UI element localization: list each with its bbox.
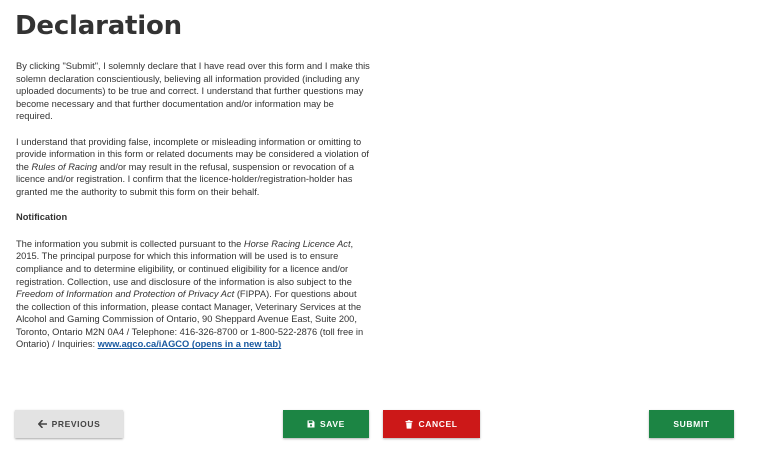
save-button[interactable] xyxy=(283,410,369,438)
notification-paragraph xyxy=(16,238,372,351)
declaration-paragraph-2-text-b: and/or may result in the refusal, suspension or revocation of a licence and/or registration. I confirm that the licence-holder/registration-holder has granted me the authority to submit this form on their behalf. xyxy=(16,161,354,197)
trash-icon xyxy=(405,420,413,429)
fippa-emphasis: Freedom of Information and Protection of Privacy Act xyxy=(16,289,235,300)
notification-heading: Notification xyxy=(16,212,68,223)
notification-text-a: The information you submit is collected pursuant to the xyxy=(16,238,244,249)
notification-text-c: (FIPPA). For questions about the collection of this information, please contact Manager, Veterinary Services at the Alcohol and Gaming Commission of Ontario, 90 Sheppard Avenue East, Suite 200, Toronto, Ontario M2N 0A4 / Telephone: 416-326-8700 or 1-800-522-2876 (toll free in Ontario) / Inquiries: xyxy=(16,289,364,350)
act-name-emphasis: Horse Racing Licence Act xyxy=(243,238,351,249)
page-title: Declaration xyxy=(15,11,182,41)
agco-link-new-tab-note: (opens in a new tab) xyxy=(189,339,282,350)
declaration-content xyxy=(16,60,372,351)
submit-button[interactable] xyxy=(649,410,734,438)
save-button-label: SAVE xyxy=(320,419,345,429)
declaration-paragraph-1: By clicking "Submit", I solemnly declare that I have read over this form and I make this solemn declaration conscientiously, believing all information provided (including any uploaded documents) to be true and correct. I understand that further questions may become necessary and that further documentation and/or information may be required. xyxy=(16,61,370,122)
agco-link-label: www.agco.ca/iAGCO xyxy=(97,339,190,350)
agco-link[interactable] xyxy=(98,339,282,349)
previous-button-label: PREVIOUS xyxy=(51,419,101,429)
previous-button[interactable] xyxy=(15,410,123,438)
notification-text-b: , 2015. The principal purpose for which this information will be used is to ensure compliance and to determine eligibility, or continued eligibility for a licence and/or registration. Collection, use and disclosure of the information is also subject to the xyxy=(16,238,354,287)
floppy-disk-icon xyxy=(307,420,315,428)
declaration-paragraph-2 xyxy=(16,136,372,199)
rules-of-racing-emphasis: Rules of Racing xyxy=(31,161,98,172)
cancel-button-label: CANCEL xyxy=(418,419,458,429)
arrow-left-icon xyxy=(38,420,47,428)
declaration-paragraph-2-text-a: I understand that providing false, incomplete or misleading information or omitting to provide information in this form or related documents may be considered a violation of the xyxy=(16,136,369,172)
cancel-button[interactable] xyxy=(383,410,480,438)
submit-button-label: SUBMIT xyxy=(673,419,710,429)
